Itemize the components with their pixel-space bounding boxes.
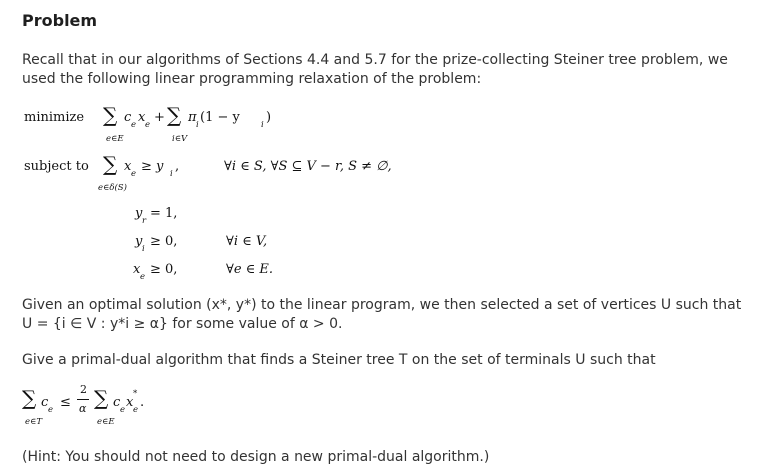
obj-pi: π: [188, 110, 197, 125]
c1-rel: ≥ y: [141, 159, 164, 174]
frac-den: α: [79, 402, 87, 415]
given-line-2: U = {i ∈ V : y*i ≥ α} for some value of α > 0.: [22, 316, 343, 332]
sum-sub-e-in-T: e∈T: [25, 417, 42, 427]
problem-title: Problem: [22, 11, 98, 30]
c2-rest: = 1,: [150, 206, 178, 221]
c3-condition: ∀i ∈ V,: [226, 234, 268, 249]
obj-y-sub: i: [261, 120, 264, 130]
rhs-dot: .: [140, 395, 145, 410]
obj-c-sub: e: [131, 120, 137, 130]
rhs-x-sup: *: [133, 389, 138, 399]
obj-x-sub: e: [145, 120, 151, 130]
leq-sign: ≤: [60, 395, 71, 410]
obj-close: ): [266, 110, 272, 125]
sum-symbol: ∑: [22, 386, 37, 410]
c1-condition: ∀i ∈ S, ∀S ⊆ V − r, S ≠ ∅,: [224, 159, 392, 174]
sum-symbol: ∑: [94, 386, 109, 410]
sum-sub-e-in-E: e∈E: [97, 417, 115, 427]
c1-x-sub: e: [131, 169, 137, 179]
c1-comma: ,: [175, 159, 180, 174]
subject-to-label: subject to: [24, 159, 89, 174]
sum-sub-delta-S: e∈δ(S): [98, 183, 127, 193]
frac-bar: [77, 399, 89, 400]
sum-sub-e-in-E: e∈E: [106, 134, 124, 144]
c1-x: x: [124, 159, 132, 174]
rhs-c: c: [113, 395, 121, 410]
hint-text: (Hint: You should not need to design a new primal-dual algorithm.): [22, 449, 490, 465]
obj-pi-sub: i: [196, 120, 199, 130]
sum-symbol: ∑: [103, 152, 118, 176]
minimize-label: minimize: [24, 110, 85, 125]
rhs-x: x: [126, 395, 134, 410]
lhs-c: c: [41, 395, 49, 410]
obj-c: c: [124, 110, 132, 125]
c4-x-sub: e: [140, 272, 146, 282]
obj-x: x: [138, 110, 146, 125]
frac-num: 2: [80, 383, 87, 396]
give-line: Give a primal-dual algorithm that finds a Steiner tree T on the set of terminals U such that: [22, 352, 656, 368]
intro-line-2: used the following linear programming relaxation of the problem:: [22, 71, 482, 87]
c4-condition: ∀e ∈ E.: [226, 262, 274, 277]
rhs-x-sub: e: [133, 405, 139, 415]
sum-sub-i-in-V: i∈V: [172, 134, 188, 144]
c4-rest: ≥ 0,: [150, 262, 178, 277]
obj-plus: +: [154, 110, 165, 125]
lhs-c-sub: e: [48, 405, 54, 415]
obj-paren: (1 − y: [200, 110, 240, 125]
c1-y-sub: i: [170, 169, 173, 179]
c2-y-sub: r: [142, 216, 147, 226]
intro-line-1: Recall that in our algorithms of Sections 4.4 and 5.7 for the prize-collecting Steiner tree problem, we: [22, 52, 728, 68]
c2-y: y: [135, 206, 143, 221]
rhs-c-sub: e: [120, 405, 126, 415]
sum-symbol: ∑: [167, 103, 182, 127]
c3-rest: ≥ 0,: [150, 234, 178, 249]
sum-symbol: ∑: [103, 103, 118, 127]
c4-x: x: [133, 262, 141, 277]
c3-y-sub: i: [142, 244, 145, 254]
c3-y: y: [135, 234, 143, 249]
given-line-1: Given an optimal solution (x*, y*) to the linear program, we then selected a set of vertices U such that: [22, 297, 742, 313]
